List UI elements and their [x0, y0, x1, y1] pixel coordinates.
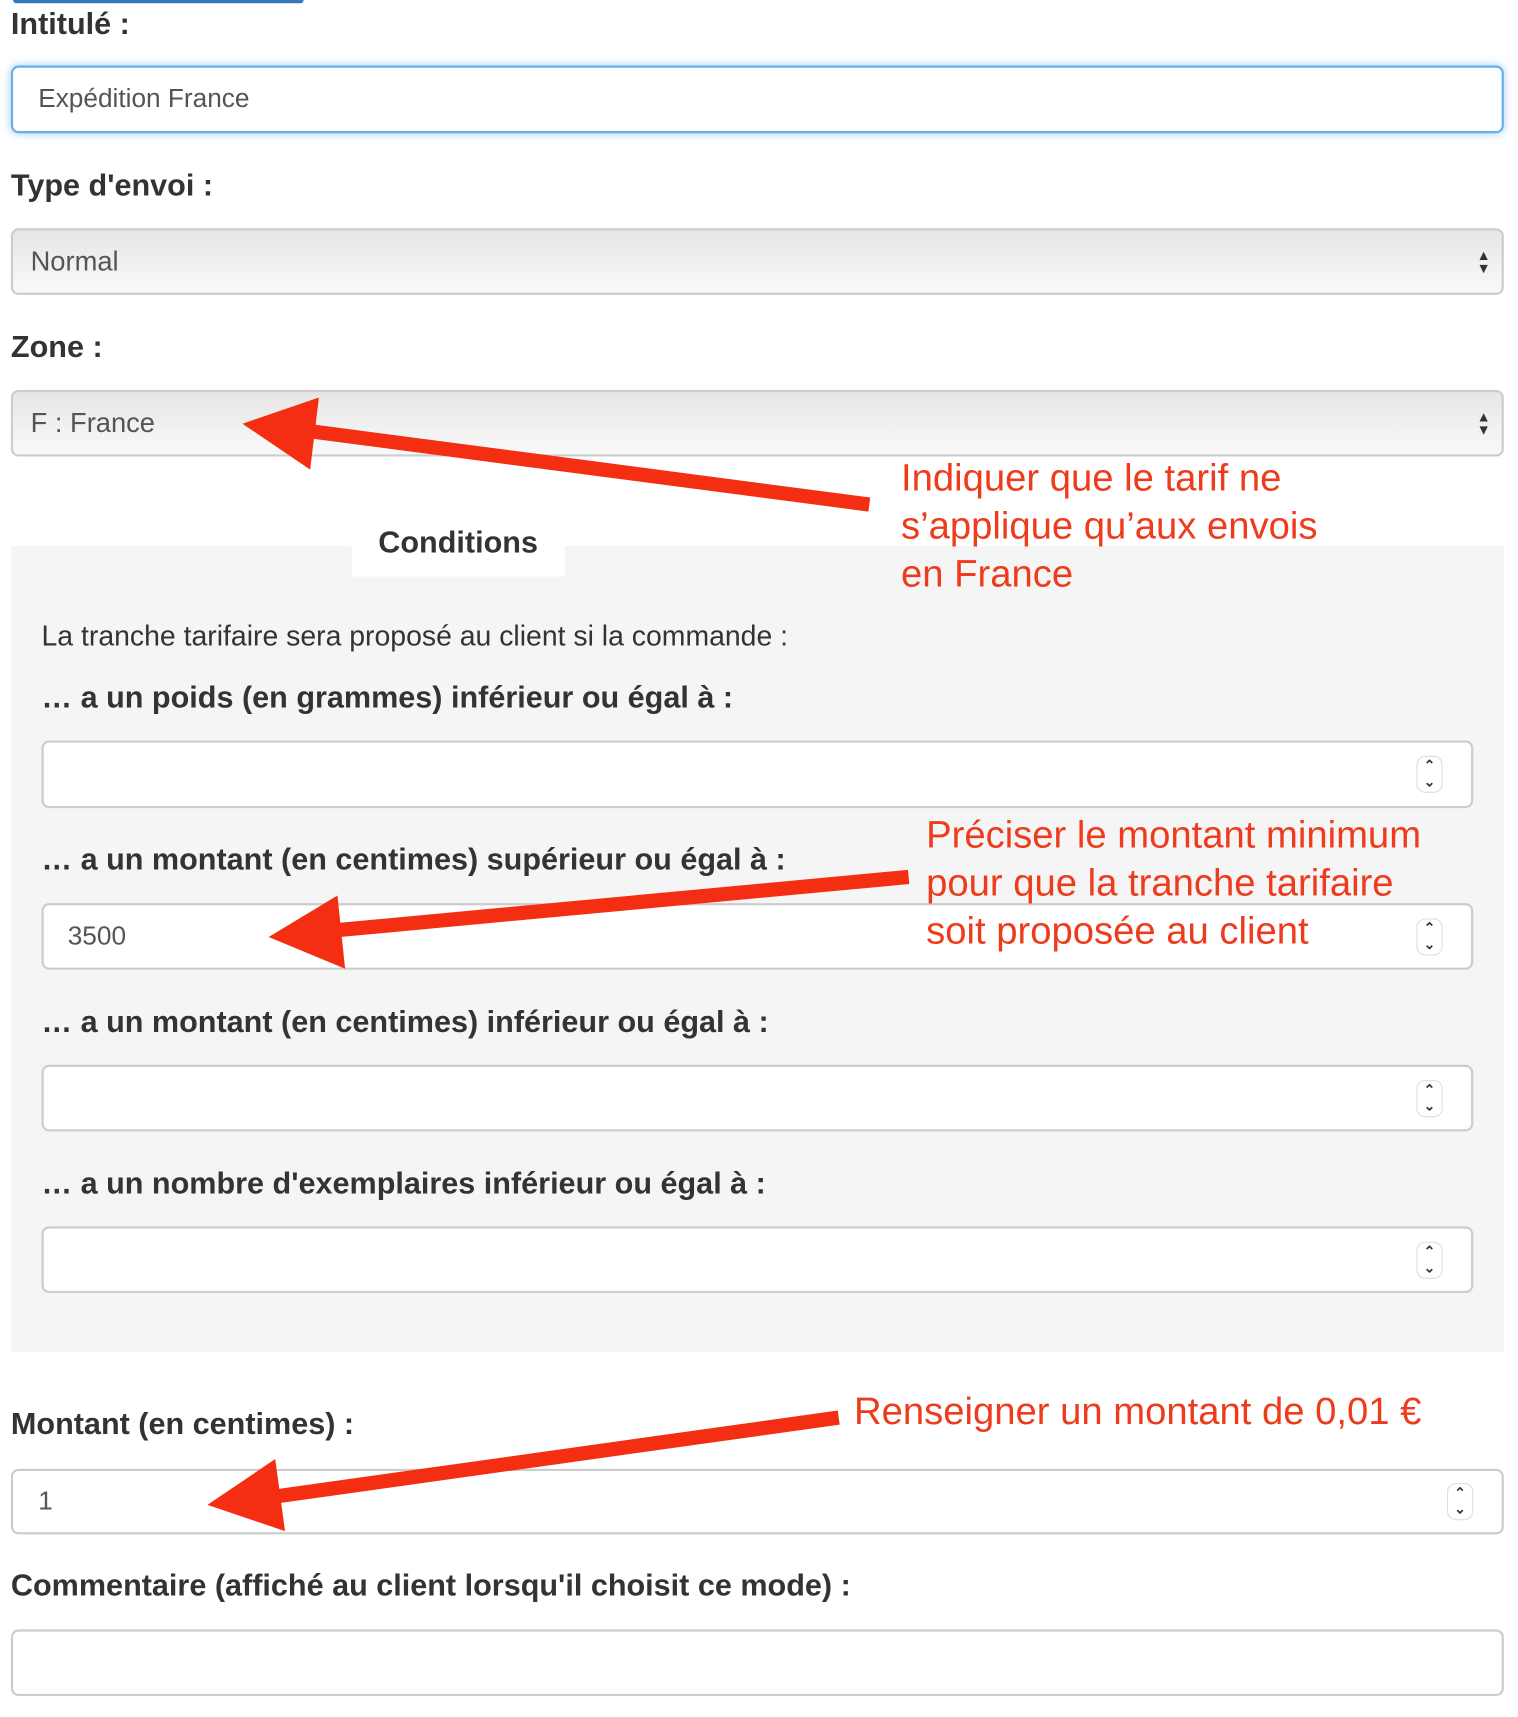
copies-max-label: … a un nombre d'exemplaires inférieur ou égal à :: [41, 1166, 766, 1201]
weight-max-label: … a un poids (en grammes) inférieur ou égal à :: [41, 680, 734, 715]
amount-value: 1: [38, 1486, 53, 1516]
title-label: Intitulé :: [10, 6, 130, 41]
amount-max-label: … a un montant (en centimes) inférieur ou égal à :: [41, 1004, 769, 1039]
amount-min-annotation: [926, 811, 1421, 955]
number-spinner-icon[interactable]: ⌃ ⌄: [1416, 1080, 1442, 1117]
amount-min-annotation-line: Préciser le montant minimum: [926, 813, 1422, 857]
type-label: Type d'envoi :: [10, 168, 214, 203]
zone-annotation-line: s’applique qu’aux envois: [900, 504, 1318, 548]
arrow-amount-shaft: [262, 1418, 839, 1499]
arrow-amount-min-head: [269, 896, 345, 969]
number-spinner-icon[interactable]: ⌃ ⌄: [1416, 918, 1442, 955]
number-spinner-icon[interactable]: ⌃ ⌄: [1416, 1241, 1442, 1278]
amount-min-annotation-line: soit proposée au client: [926, 909, 1309, 953]
arrow-amount-min-shaft: [322, 877, 908, 932]
amount-min-value: 3500: [67, 921, 127, 951]
amount-annotation: Renseigner un montant de 0,01 €: [854, 1390, 1422, 1433]
amount-label: Montant (en centimes) :: [10, 1406, 355, 1441]
comment-label: Commentaire (affiché au client lorsqu'il choisit ce mode) :: [10, 1568, 851, 1603]
zone-select-value: F : France: [30, 407, 155, 438]
title-input-value: Expédition France: [38, 84, 250, 114]
number-spinner-icon[interactable]: ⌃ ⌄: [1447, 1483, 1473, 1520]
zone-annotation-line: en France: [900, 552, 1074, 596]
arrow-zone-head: [242, 398, 318, 470]
zone-annotation-line: Indiquer que le tarif ne: [900, 456, 1282, 500]
select-arrows-icon: ▲ ▼: [1476, 407, 1491, 438]
tab-conditions-label: Conditions: [378, 524, 538, 559]
number-spinner-icon[interactable]: ⌃ ⌄: [1416, 756, 1442, 793]
select-arrows-icon: ▲ ▼: [1476, 246, 1491, 276]
zone-label: Zone :: [10, 329, 103, 364]
type-select-value: Normal: [30, 245, 119, 277]
arrow-amount-head: [207, 1459, 285, 1531]
zone-annotation: [901, 454, 1318, 598]
amount-min-annotation-line: pour que la tranche tarifaire: [926, 861, 1394, 905]
amount-min-label: … a un montant (en centimes) supérieur ou égal à :: [41, 842, 786, 876]
arrow-zone-shaft: [295, 429, 869, 504]
conditions-intro: La tranche tarifaire sera proposé au client si la commande :: [41, 619, 789, 652]
